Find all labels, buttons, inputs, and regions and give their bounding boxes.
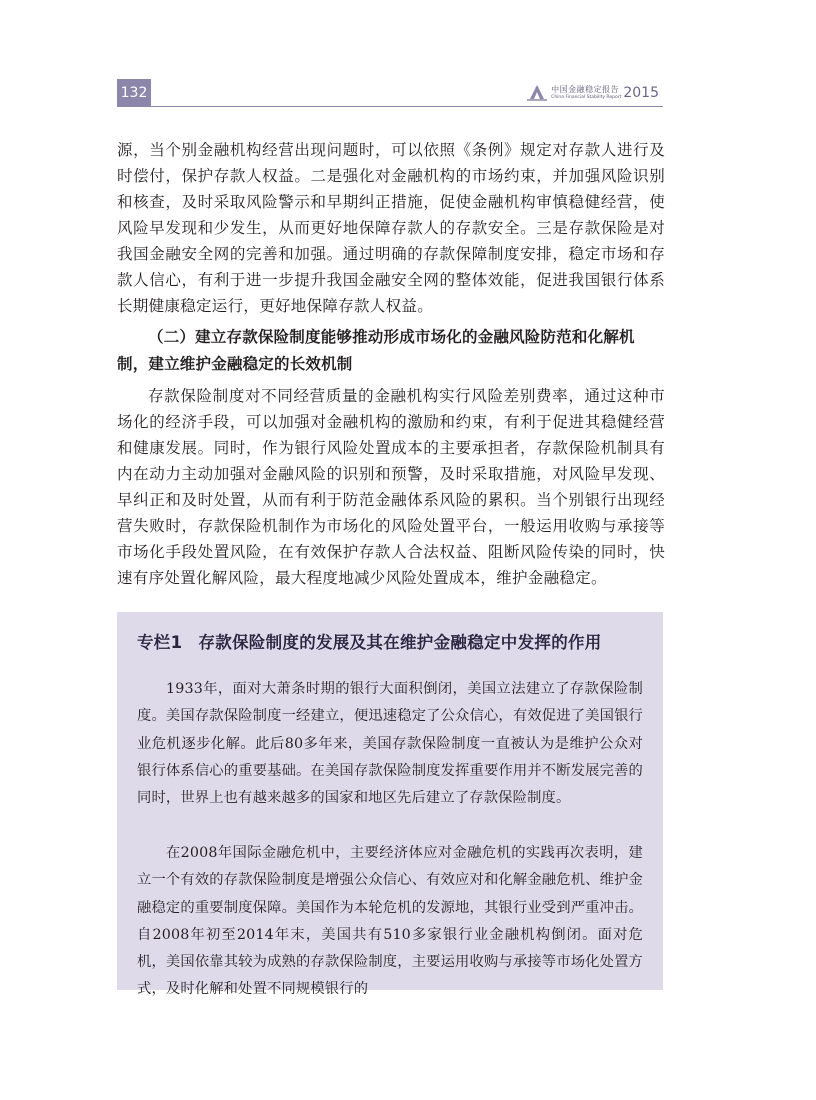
box-paragraph: 1933年，面对大萧条时期的银行大面积倒闭，美国立法建立了存款保险制度。美国存款保险制度一经建立，便迅速稳定了公众信心，有效促进了美国银行业危机逐步化解。此后80多年来，美国存款保险制度一直被认为是维护公众对银行体系信心的重要基础。在美国存款保险制度发挥重要作用并不断发展完善的同时，世界上也有越来越多的国家和地区先后建立了存款保险制度。 bbox=[137, 681, 643, 807]
section-paragraph: 存款保险制度对不同经营质量的金融机构实行风险差别费率，通过这种市场化的经济手段，可以加强对金融机构的激励和约束，有利于促进其稳健经营和健康发展。同时，作为银行风险处置成本的主要承担者，存款保险机制具有内在动力主动加强对金融风险的识别和预警，及时采取措施，对风险早发现、早纠正和及时处置，从而有利于防范金融体系风险的累积。当个别银行出现经营失败时，存款保险机制作为市场化的风险处置平台，一般运用收购与承接等市场化手段处置风险，在有效保护存款人合法权益、阻断风险传染的同时，快速有序处置化解风险，最大程度地减少风险处置成本，维护金融稳定。 bbox=[117, 387, 665, 587]
report-year: 2015 bbox=[623, 85, 659, 101]
box-label: 专栏1 bbox=[137, 633, 183, 652]
header-rule bbox=[151, 106, 663, 107]
box-title-text: 存款保险制度的发展及其在维护金融稳定中发挥的作用 bbox=[198, 633, 602, 652]
report-logo-icon bbox=[526, 84, 548, 102]
page-header bbox=[117, 79, 663, 107]
body-paragraph: 源，当个别金融机构经营出现问题时，可以依照《条例》规定对存款人进行及时偿付，保护存款人权益。二是强化对金融机构的市场约束，并加强风险识别和核查，及时采取风险警示和早期纠正措施，促使金融机构审慎稳健经营，使风险早发现和少发生，从而更好地保障存款人的存款安全。三是存款保险是对我国金融安全网的完善和加强。通过明确的存款保障制度安排，稳定市场和存款人信心，有利于进一步提升我国金融安全网的整体效能，促进我国银行体系长期健康稳定运行，更好地保障存款人权益。 bbox=[117, 141, 665, 315]
box-title bbox=[137, 629, 602, 653]
box-paragraph: 在2008年国际金融危机中，主要经济体应对金融危机的实践再次表明，建立一个有效的存款保险制度是增强公众信心、有效应对和化解金融危机、维护金融稳定的重要制度保障。美国作为本轮危机的发源地，其银行业受到严重冲击。自2008年初至2014年末，美国共有510多家银行业金融机构倒闭。面对危机，美国依靠其较为成熟的存款保险制度，主要运用收购与承接等市场化处置方式，及时化解和处置不同规模银行的 bbox=[137, 845, 643, 998]
report-brand bbox=[526, 82, 659, 104]
page-number: 132 bbox=[117, 79, 151, 107]
report-title-en: China Financial Stability Report bbox=[551, 94, 622, 100]
report-title-cn: 中国金融稳定报告 bbox=[551, 84, 620, 94]
section-heading: （二）建立存款保险制度能够推动形成市场化的金融风险防范和化解机制，建立维护金融稳定的长效机制 bbox=[117, 328, 635, 373]
column-box bbox=[117, 612, 663, 998]
